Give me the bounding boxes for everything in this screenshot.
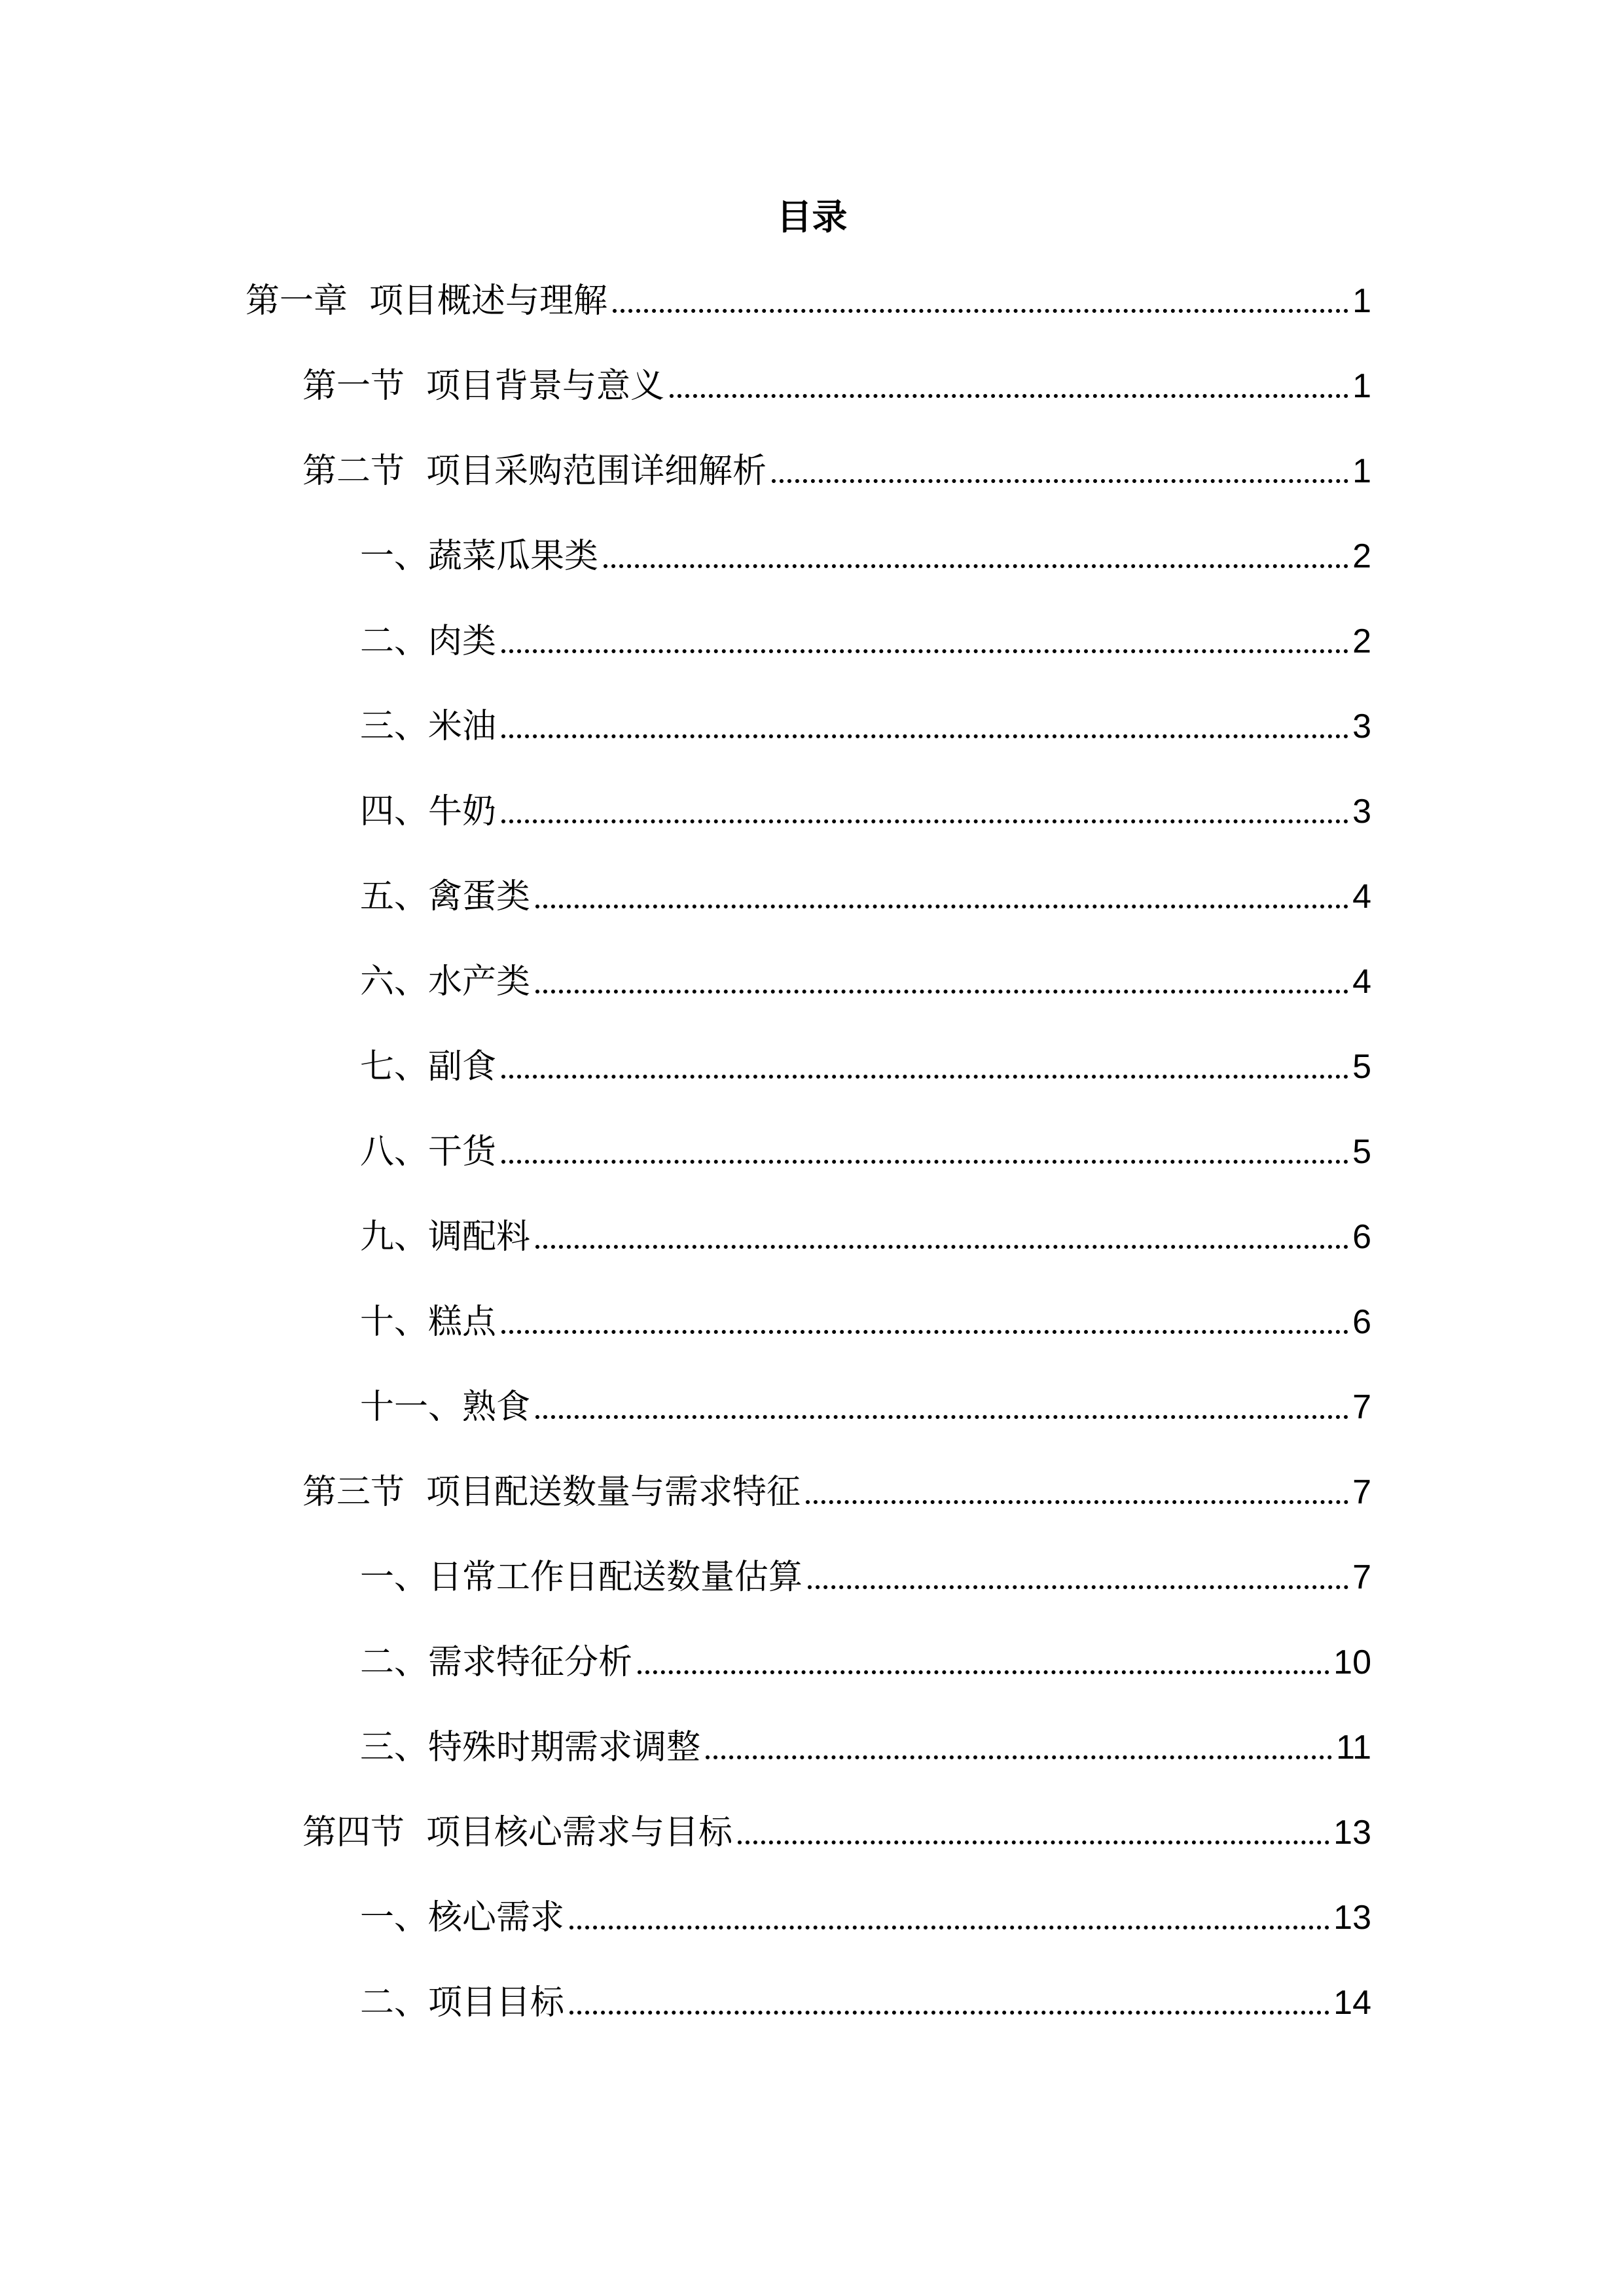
toc-entry-label: 第三节 项目配送数量与需求特征 — [302, 1473, 801, 1512]
toc-entry-page-number: 11 — [1336, 1729, 1371, 1767]
toc-entry[interactable] — [360, 1041, 1371, 1093]
toc-leader-dots — [501, 649, 1348, 653]
toc-entry[interactable] — [360, 1126, 1371, 1178]
toc-leader-dots — [535, 1415, 1348, 1419]
toc-entry-label: 六、水产类 — [360, 962, 531, 1001]
toc-leader-dots — [569, 1926, 1329, 1929]
toc-entry-page-number: 4 — [1352, 878, 1371, 916]
toc-entry[interactable] — [302, 1466, 1371, 1518]
toc-entry[interactable] — [360, 1721, 1371, 1774]
toc-entry-page-number: 6 — [1352, 1303, 1371, 1341]
toc-entry[interactable] — [360, 700, 1371, 753]
toc-entry[interactable] — [360, 615, 1371, 668]
toc-entry[interactable] — [302, 445, 1371, 497]
toc-entry-label: 十、糕点 — [360, 1302, 497, 1342]
toc-entry[interactable] — [360, 1296, 1371, 1348]
toc-entry[interactable] — [360, 1636, 1371, 1689]
toc-entry-page-number: 3 — [1352, 708, 1371, 745]
toc-leader-dots — [604, 564, 1348, 568]
toc-leader-dots — [670, 394, 1348, 398]
toc-entry-label: 二、肉类 — [360, 622, 497, 661]
toc-entry-page-number: 2 — [1352, 537, 1371, 575]
toc-entry-label: 二、需求特征分析 — [360, 1643, 633, 1682]
toc-entry-label: 四、牛奶 — [360, 792, 497, 831]
toc-entry-label: 九、调配料 — [360, 1217, 531, 1257]
toc-entry-label: 二、项目目标 — [360, 1983, 565, 2022]
toc-leader-dots — [501, 1330, 1348, 1334]
toc-leader-dots — [738, 1840, 1329, 1844]
toc-leader-dots — [638, 1670, 1329, 1674]
toc-entry-page-number: 1 — [1352, 452, 1371, 490]
toc-entry[interactable] — [360, 870, 1371, 923]
toc-leader-dots — [613, 309, 1348, 313]
toc-entry-page-number: 3 — [1352, 793, 1371, 831]
toc-entry[interactable] — [360, 1381, 1371, 1433]
toc-entry[interactable] — [360, 1892, 1371, 1944]
toc-leader-dots — [535, 905, 1348, 908]
toc-entry-page-number: 14 — [1333, 1984, 1371, 2022]
toc-entry[interactable] — [245, 275, 1371, 327]
toc-entry-label: 七、副食 — [360, 1047, 497, 1086]
toc-entry-page-number: 7 — [1352, 1388, 1371, 1426]
toc-leader-dots — [535, 990, 1348, 994]
toc-entry-page-number: 2 — [1352, 622, 1371, 660]
toc-entry[interactable] — [360, 1977, 1371, 2029]
toc-entry[interactable] — [302, 360, 1371, 412]
toc-entry-label: 三、米油 — [360, 707, 497, 746]
toc-entry-page-number: 13 — [1333, 1899, 1371, 1937]
toc-entry-label: 第二节 项目采购范围详细解析 — [302, 452, 767, 491]
toc-entry-page-number: 6 — [1352, 1218, 1371, 1256]
toc-entry[interactable] — [302, 1806, 1371, 1859]
toc-entry-label: 八、干货 — [360, 1132, 497, 1172]
toc-entry[interactable] — [360, 785, 1371, 838]
toc-leader-dots — [535, 1245, 1348, 1249]
toc-entry-label: 一、核心需求 — [360, 1898, 565, 1937]
toc-entry-page-number: 10 — [1333, 1643, 1371, 1681]
toc-leader-dots — [569, 2011, 1329, 2015]
toc-entry-label: 五、禽蛋类 — [360, 877, 531, 916]
toc-entry[interactable] — [360, 1211, 1371, 1263]
toc-entry-label: 三、特殊时期需求调整 — [360, 1728, 701, 1767]
toc-leader-dots — [772, 479, 1348, 483]
toc-entry-page-number: 7 — [1352, 1473, 1371, 1511]
toc-entry-label: 十一、熟食 — [360, 1388, 531, 1427]
toc-entry-label: 第四节 项目核心需求与目标 — [302, 1813, 733, 1852]
toc-entry-page-number: 1 — [1352, 282, 1371, 320]
toc-entry-label: 一、日常工作日配送数量估算 — [360, 1558, 803, 1597]
toc-entry-label: 第一节 项目背景与意义 — [302, 367, 665, 406]
toc-leader-dots — [501, 1160, 1348, 1164]
toc-leader-dots — [501, 1075, 1348, 1079]
toc-entry-page-number: 5 — [1352, 1133, 1371, 1171]
toc-entry[interactable] — [360, 530, 1371, 583]
toc-title: 目录 — [776, 196, 848, 238]
toc-leader-dots — [806, 1500, 1348, 1504]
toc-leader-dots — [501, 734, 1348, 738]
toc-leader-dots — [706, 1755, 1332, 1759]
toc-entry[interactable] — [360, 1551, 1371, 1604]
toc-entry-label: 第一章 项目概述与理解 — [245, 281, 608, 321]
toc-leader-dots — [808, 1585, 1348, 1589]
toc-entry-page-number: 4 — [1352, 963, 1371, 1001]
toc-entry-page-number: 1 — [1352, 367, 1371, 405]
toc-entry-page-number: 13 — [1333, 1814, 1371, 1852]
toc-leader-dots — [501, 819, 1348, 823]
toc-entry-page-number: 5 — [1352, 1048, 1371, 1086]
toc-entry[interactable] — [360, 956, 1371, 1008]
toc-entry-label: 一、蔬菜瓜果类 — [360, 537, 599, 576]
toc-entry-page-number: 7 — [1352, 1558, 1371, 1596]
